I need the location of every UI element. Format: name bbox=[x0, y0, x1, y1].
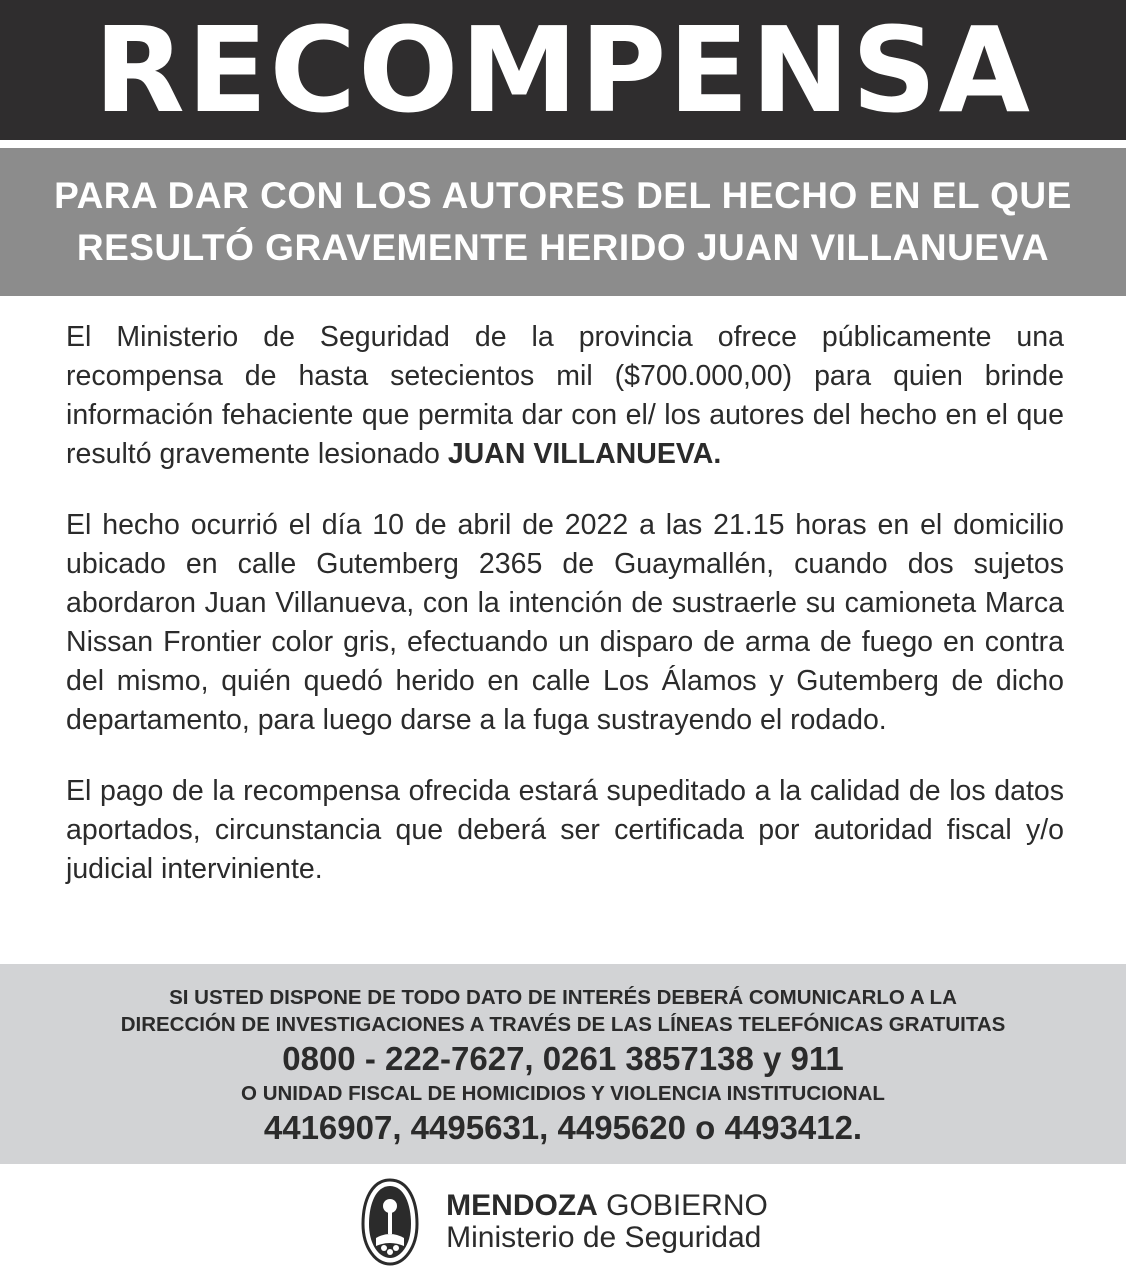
subtitle-banner bbox=[0, 148, 1126, 296]
contact-line-2: DIRECCIÓN DE INVESTIGACIONES A TRAVÉS DE LAS LÍNEAS TELEFÓNICAS GRATUITAS bbox=[120, 1013, 1006, 1036]
ministry-name: Ministerio de Seguridad bbox=[446, 1221, 762, 1254]
footer-logo bbox=[0, 1164, 1126, 1280]
brand-gobierno: GOBIERNO bbox=[597, 1189, 768, 1222]
title-banner bbox=[0, 0, 1126, 140]
provincial-seal-icon bbox=[358, 1176, 422, 1268]
poster-title: RECOMPENSA bbox=[94, 1, 1032, 139]
brand-line bbox=[446, 1190, 768, 1222]
subtitle-line-2: RESULTÓ GRAVEMENTE HERIDO JUAN VILLANUEVA bbox=[76, 227, 1050, 268]
paragraph-conditions: El pago de la recompensa ofrecida estará supeditado a la calidad de los datos aportados, circunstancia que deberá ser certificada por autoridad fiscal y/o judicial interviniente. bbox=[66, 775, 1064, 885]
contact-banner bbox=[0, 964, 1126, 1164]
paragraph-incident: El hecho ocurrió el día 10 de abril de 2022 a las 21.15 horas en el domicilio ubicado en calle Gutemberg 2365 de Guaymallén, cuando dos sujetos abordaron Juan Villanueva, con la intención de sustraerle su camioneta Marca Nissan Frontier color gris, efectuando un disparo de arma de fuego en contra del mismo, quién quedó herido en calle Los Álamos y Gutemberg de dicho departamento, para luego darse a la fuga sustrayendo el rodado. bbox=[66, 509, 1064, 736]
paragraph-offer-text: El Ministerio de Seguridad de la provincia ofrece públicamente una recompensa de hasta setecientos mil ($700.000,00) para quien brinde información fehaciente que permita dar con el/ los autores del hecho en el que resultó gravemente lesionado bbox=[66, 321, 1064, 470]
body-text bbox=[66, 318, 1064, 921]
brand-mendoza: MENDOZA bbox=[446, 1189, 598, 1222]
victim-name: JUAN VILLANUEVA. bbox=[447, 438, 722, 470]
phone-numbers-primary: 0800 - 222-7627, 0261 3857138 y 911 bbox=[282, 1040, 844, 1077]
paragraph-offer bbox=[66, 318, 1064, 474]
brand-text bbox=[446, 1190, 768, 1254]
contact-line-1: SI USTED DISPONE DE TODO DATO DE INTERÉS DEBERÁ COMUNICARLO A LA bbox=[169, 986, 957, 1009]
contact-line-3: O UNIDAD FISCAL DE HOMICIDIOS Y VIOLENCIA INSTITUCIONAL bbox=[241, 1082, 885, 1105]
divider bbox=[0, 140, 1126, 148]
subtitle-line-1: PARA DAR CON LOS AUTORES DEL HECHO EN EL QUE bbox=[54, 175, 1072, 216]
phone-numbers-secondary: 4416907, 4495631, 4495620 o 4493412. bbox=[263, 1109, 863, 1146]
